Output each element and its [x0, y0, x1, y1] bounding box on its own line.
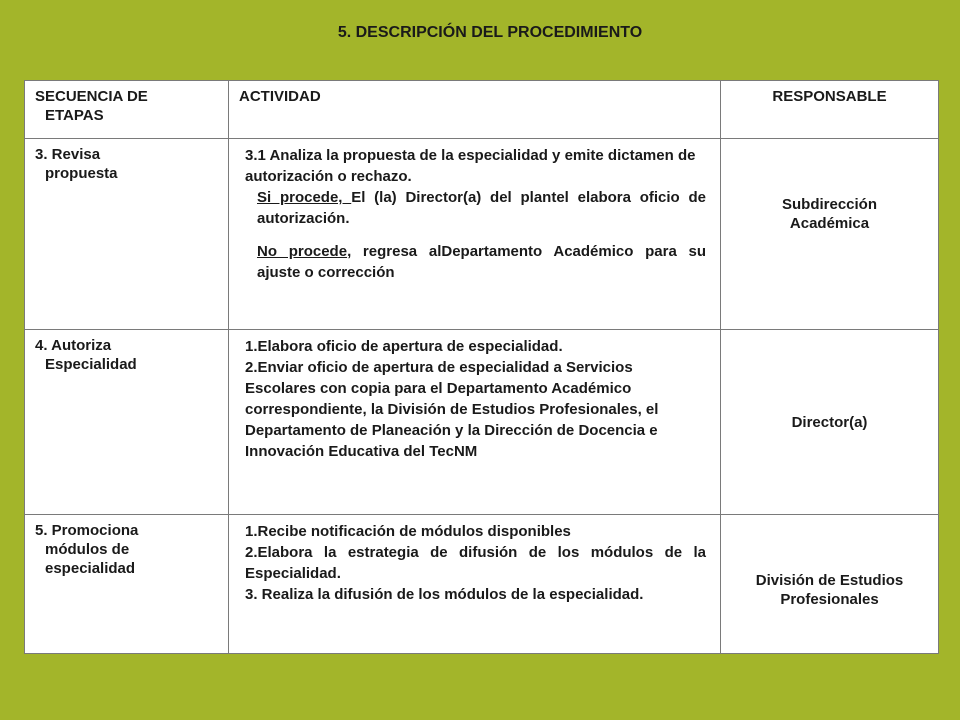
responsible-line1: Director(a): [791, 413, 868, 431]
responsible-line2: Profesionales: [780, 591, 879, 608]
activity-item: 1.Recibe notificación de módulos disponibles: [245, 523, 571, 540]
activity-item: 3. Realiza la difusión de los módulos de la especialidad.: [245, 586, 644, 603]
activity-cell: [229, 330, 721, 515]
sequence-line1: 3. Revisa: [35, 146, 101, 163]
sequence-cell: [25, 515, 229, 654]
responsible-cell: [721, 515, 939, 654]
activity-item: [245, 241, 706, 283]
activity-item: 1.Elabora oficio de apertura de especialidad.: [245, 338, 563, 355]
table-header-row: [25, 81, 939, 139]
activity-item: 2.Enviar oficio de apertura de especialidad a Servicios Escolares con copia para el Departamento Académico correspondiente, la División de Estudios Profesionales, el Departamento de Planeación y la Dirección de Docencia e Innovación Educativa del TecNM: [245, 359, 659, 460]
header-activity: [229, 81, 721, 139]
responsible-cell: [721, 330, 939, 515]
activity-item: [245, 187, 706, 229]
sequence-line2: módulos de: [45, 541, 130, 558]
sequence-cell: [25, 139, 229, 330]
header-responsible-label: RESPONSABLE: [772, 88, 887, 105]
header-responsible: [721, 81, 939, 139]
table-row: [25, 139, 939, 330]
activity-item: 3.1 Analiza la propuesta de la especialidad y emite dictamen de autorización o rechazo.: [245, 147, 696, 185]
activity-underlined: No procede: [257, 243, 348, 260]
responsible-line1: División de Estudios: [755, 572, 904, 589]
sequence-line3: especialidad: [45, 560, 136, 577]
activity-cell: [229, 139, 721, 330]
header-sequence-line1: SECUENCIA DE: [35, 88, 148, 105]
responsible-line1: Subdirección: [781, 196, 878, 213]
activity-cell: [229, 515, 721, 654]
table-row: [25, 330, 939, 515]
header-sequence: [25, 81, 229, 139]
sequence-line2: propuesta: [45, 165, 118, 182]
page-title: 5. DESCRIPCIÓN DEL PROCEDIMIENTO: [337, 24, 643, 41]
table-row: [25, 515, 939, 654]
activity-item: 2.Elabora la estrategia de difusión de los módulos de la Especialidad.: [245, 544, 706, 582]
responsible-line2: Académica: [789, 215, 870, 232]
header-activity-label: ACTIVIDAD: [239, 88, 321, 105]
sequence-line1: 4. Autoriza: [35, 337, 112, 354]
header-sequence-line2: ETAPAS: [45, 107, 104, 124]
responsible-cell: [721, 139, 939, 330]
procedure-table: [24, 80, 939, 654]
activity-text: , regresa alDepartamento Académico para su ajuste o corrección: [257, 243, 706, 281]
sequence-line1: 5. Promociona: [35, 522, 139, 539]
sequence-cell: [25, 330, 229, 515]
sequence-line2: Especialidad: [45, 356, 137, 373]
activity-text: El (la) Director(a) del plantel elabora oficio de autorización.: [257, 189, 706, 227]
activity-underlined: Si procede,: [257, 189, 352, 206]
